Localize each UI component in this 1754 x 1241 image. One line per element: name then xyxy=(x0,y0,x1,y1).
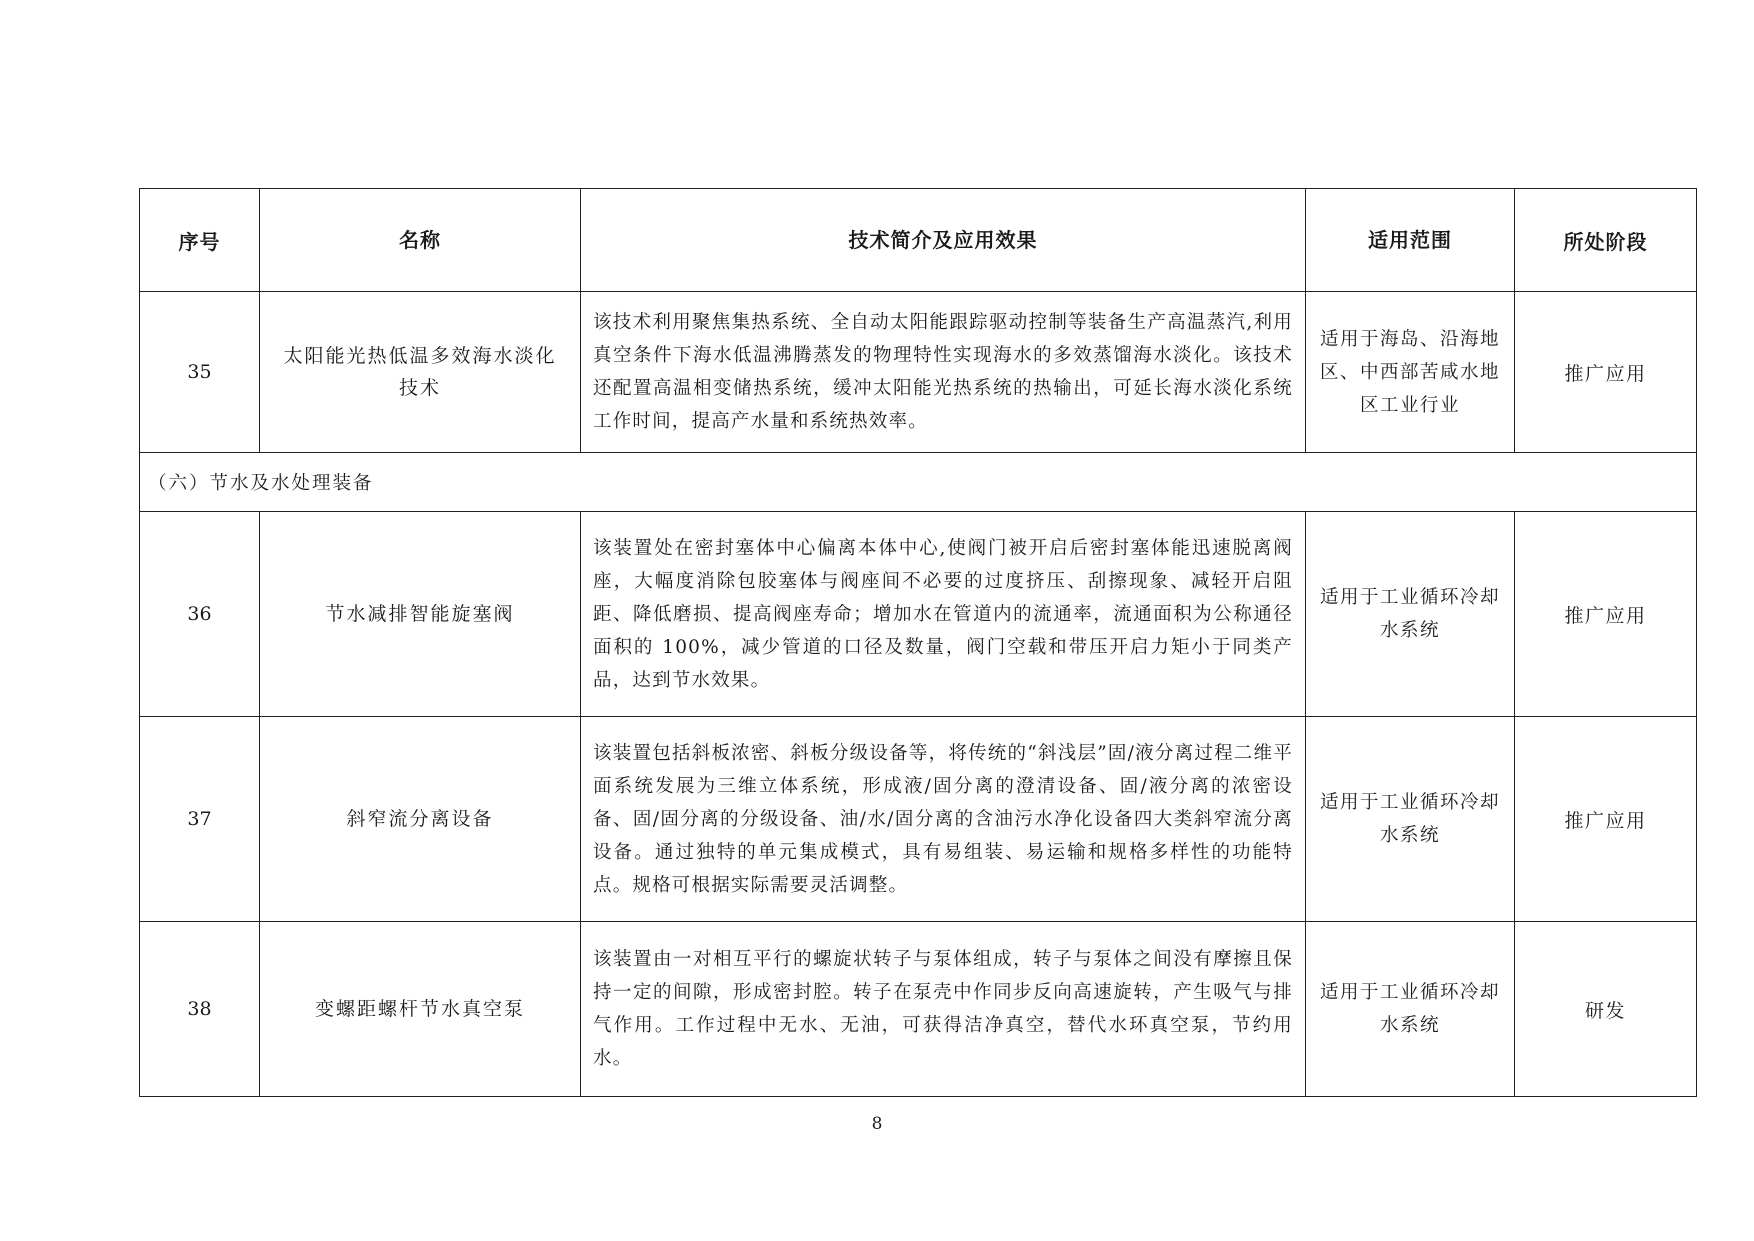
row-stage: 推广应用 xyxy=(1515,717,1697,922)
header-desc: 技术简介及应用效果 xyxy=(581,189,1306,292)
header-no: 序号 xyxy=(140,189,260,292)
row-desc: 该技术利用聚焦集热系统、全自动太阳能跟踪驱动控制等装备生产高温蒸汽,利用真空条件下海水低温沸腾蒸发的物理特性实现海水的多效蒸馏海水淡化。该技术还配置高温相变储热系统，缓冲太阳能光热系统的热输出，可延长海水淡化系统工作时间，提高产水量和系统热效率。 xyxy=(581,292,1306,453)
row-no: 36 xyxy=(140,512,260,717)
row-desc: 该装置处在密封塞体中心偏离本体中心,使阀门被开启后密封塞体能迅速脱离阀座，大幅度消除包胶塞体与阀座间不必要的过度挤压、刮擦现象、减轻开启阻距、降低磨损、提高阀座寿命；增加水在管道内的流通率，流通面积为公称通径面积的 100%，减少管道的口径及数量，阀门空载和带压开启力矩小于同类产品，达到节水效果。 xyxy=(581,512,1306,717)
section-title: （六）节水及水处理装备 xyxy=(140,453,1697,512)
tech-table xyxy=(139,188,1697,1097)
header-scope: 适用范围 xyxy=(1306,189,1515,292)
row-desc: 该装置由一对相互平行的螺旋状转子与泵体组成，转子与泵体之间没有摩擦且保持一定的间隙，形成密封腔。转子在泵壳中作同步反向高速旋转，产生吸气与排气作用。工作过程中无水、无油，可获得洁净真空，替代水环真空泵，节约用水。 xyxy=(581,922,1306,1097)
row-no: 37 xyxy=(140,717,260,922)
row-no: 38 xyxy=(140,922,260,1097)
page-number: 8 xyxy=(871,1114,883,1134)
row-stage: 研发 xyxy=(1515,922,1697,1097)
table-row xyxy=(140,717,1697,922)
table-row xyxy=(140,512,1697,717)
row-name: 斜窄流分离设备 xyxy=(260,717,581,922)
row-name: 节水减排智能旋塞阀 xyxy=(260,512,581,717)
row-scope: 适用于工业循环冷却水系统 xyxy=(1306,922,1515,1097)
row-scope: 适用于工业循环冷却水系统 xyxy=(1306,512,1515,717)
row-name: 太阳能光热低温多效海水淡化技术 xyxy=(260,292,581,453)
row-scope: 适用于工业循环冷却水系统 xyxy=(1306,717,1515,922)
section-row xyxy=(140,453,1697,512)
row-desc: 该装置包括斜板浓密、斜板分级设备等，将传统的“斜浅层”固/液分离过程二维平面系统发展为三维立体系统，形成液/固分离的澄清设备、固/液分离的浓密设备、固/固分离的分级设备、油/水/固分离的含油污水净化设备四大类斜窄流分离设备。通过独特的单元集成模式，具有易组装、易运输和规格多样性的功能特点。规格可根据实际需要灵活调整。 xyxy=(581,717,1306,922)
row-stage: 推广应用 xyxy=(1515,292,1697,453)
table-row xyxy=(140,292,1697,453)
header-name: 名称 xyxy=(260,189,581,292)
row-no: 35 xyxy=(140,292,260,453)
table-header-row xyxy=(140,189,1697,292)
header-stage: 所处阶段 xyxy=(1515,189,1697,292)
row-scope: 适用于海岛、沿海地区、中西部苦咸水地区工业行业 xyxy=(1306,292,1515,453)
row-name: 变螺距螺杆节水真空泵 xyxy=(260,922,581,1097)
table-row xyxy=(140,922,1697,1097)
row-stage: 推广应用 xyxy=(1515,512,1697,717)
